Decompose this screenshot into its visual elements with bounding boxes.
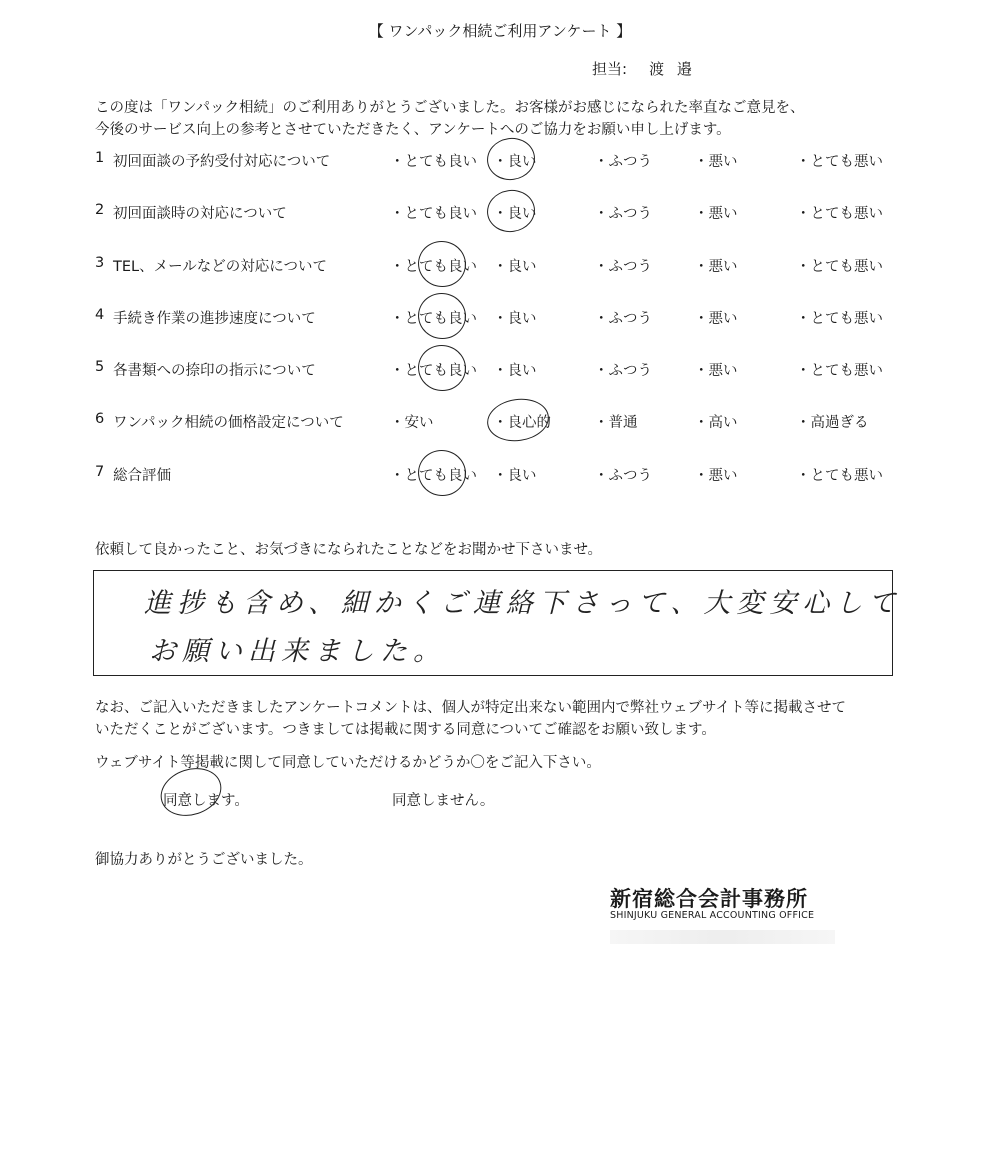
rating-option[interactable]: ・とても良い [390,363,477,379]
question-number: 2 [95,202,105,218]
rating-option[interactable]: ・良心的 [493,415,551,431]
rating-option[interactable]: ・悪い [694,363,738,379]
rating-option[interactable]: ・ふつう [594,363,652,379]
consent-disagree-option[interactable]: 同意しません。 [392,793,495,809]
rating-option[interactable]: ・とても良い [390,468,477,484]
staff-label: 担当: [592,60,628,78]
handwritten-comment-line-2: お願い出来ました。 [149,636,446,667]
firm-name-en: SHINJUKU GENERAL ACCOUNTING OFFICE [610,910,815,921]
staff-name: 渡 邉 [649,60,696,78]
intro-line-2: 今後のサービス向上の参考とさせていただきたく、アンケートへのご協力をお願い申し上げます。 [95,122,731,138]
intro-line-1: この度は「ワンパック相続」のご利用ありがとうございました。お客様がお感じになられた率直なご意見を、 [95,100,805,116]
selection-circle-mark [414,237,469,291]
staff-line [592,58,696,79]
firm-logo-shadow [610,930,835,944]
question-text: 初回面談時の対応について [113,206,287,222]
selection-circle-mark [414,446,469,500]
question-number: 4 [95,307,105,323]
comment-prompt: 依頼して良かったこと、お気づきになられたことなどをお聞かせ下さいませ。 [95,542,603,558]
comment-box[interactable] [93,570,902,676]
rating-option[interactable]: ・とても良い [390,154,477,170]
question-number: 3 [95,255,105,271]
firm-name: 新宿総合会計事務所 [610,887,808,911]
consent-agree-option[interactable]: 同意します。 [163,793,249,809]
rating-option[interactable]: ・ふつう [594,259,652,275]
question-text: TEL、メールなどの対応について [113,259,328,275]
rating-option[interactable]: ・ふつう [594,154,652,170]
rating-option[interactable]: ・とても良い [390,311,477,327]
consent-prompt: ウェブサイト等掲載に関して同意していただけるかどうか〇をご記入下さい。 [95,755,601,771]
rating-option[interactable]: ・悪い [694,206,738,222]
closing-text: 御協力ありがとうございました。 [95,852,313,868]
question-number: 1 [95,150,105,166]
question-number: 5 [95,359,105,375]
notice-line-2: いただくことがございます。つきましては掲載に関する同意についてご確認をお願い致します。 [95,722,716,738]
handwritten-comment-line-1: 進捗も含め、細かくご連絡下さって、大変安心して [144,588,902,619]
selection-circle-mark [414,289,469,343]
selection-circle-mark [484,187,537,235]
rating-option[interactable]: ・良い [493,468,537,484]
question-number: 7 [95,464,105,480]
rating-option[interactable]: ・高い [694,415,738,431]
rating-option[interactable]: ・良い [493,311,537,327]
survey-title: 【 ワンパック相続ご利用アンケート 】 [368,22,632,40]
question-text: 総合評価 [113,468,171,484]
rating-option[interactable]: ・安い [390,415,434,431]
rating-option[interactable]: ・悪い [694,468,738,484]
rating-option[interactable]: ・良い [493,206,537,222]
rating-option[interactable]: ・悪い [694,259,738,275]
rating-option[interactable]: ・とても悪い [796,363,883,379]
rating-option[interactable]: ・とても悪い [796,206,883,222]
rating-option[interactable]: ・高過ぎる [796,415,869,431]
rating-option[interactable]: ・とても悪い [796,154,883,170]
rating-option[interactable]: ・良い [493,363,537,379]
question-number: 6 [95,411,105,427]
question-text: 手続き作業の進捗速度について [113,311,316,327]
rating-option[interactable]: ・良い [493,154,537,170]
rating-option[interactable]: ・悪い [694,311,738,327]
selection-circle-mark [484,395,551,445]
rating-option[interactable]: ・とても良い [390,259,477,275]
question-text: ワンパック相続の価格設定について [113,415,344,431]
rating-option[interactable]: ・良い [493,259,537,275]
notice-line-1: なお、ご記入いただきましたアンケートコメントは、個人が特定出来ない範囲内で弊社ウェブサイト等に掲載させて [95,700,846,716]
selection-circle-mark [484,135,537,183]
rating-option[interactable]: ・ふつう [594,468,652,484]
question-text: 初回面談の予約受付対応について [113,154,331,170]
rating-option[interactable]: ・とても悪い [796,259,883,275]
rating-option[interactable]: ・とても悪い [796,311,883,327]
rating-option[interactable]: ・普通 [594,415,638,431]
rating-option[interactable]: ・とても悪い [796,468,883,484]
rating-option[interactable]: ・悪い [694,154,738,170]
rating-option[interactable]: ・ふつう [594,206,652,222]
rating-option[interactable]: ・ふつう [594,311,652,327]
rating-option[interactable]: ・とても良い [390,206,477,222]
question-text: 各書類への捺印の指示について [113,363,316,379]
selection-circle-mark [414,341,469,395]
